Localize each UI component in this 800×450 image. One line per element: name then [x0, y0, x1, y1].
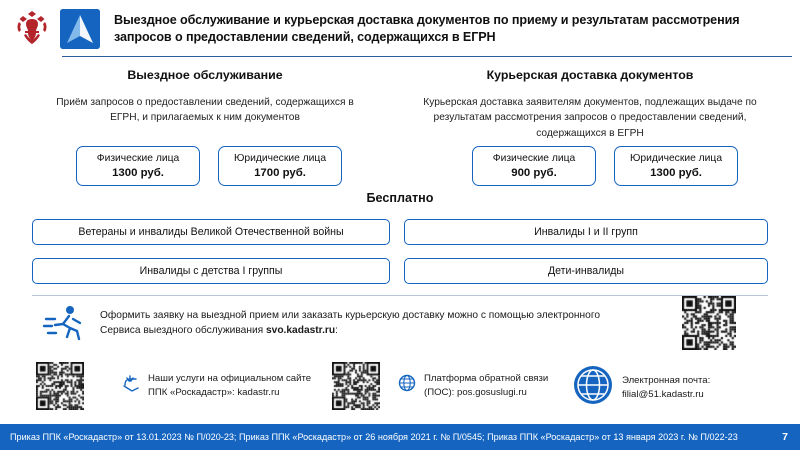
contact-line1: Электронная почта:	[622, 374, 711, 386]
service-link: svo.kadastr.ru	[266, 325, 336, 337]
price-label: Физические лица	[96, 153, 180, 164]
column-description-onsite: Приём запросов о предоставлении сведений, содержащихся в ЕГРН, и прилагаемых к ним документов	[56, 97, 354, 124]
column-heading-onsite: Выездное обслуживание	[127, 68, 283, 82]
column-description-courier: Курьерская доставка заявителям документов, подлежащих выдаче по результатам рассмотрения запросов о предоставлении сведений, содержащихся в ЕГРН	[423, 97, 757, 139]
benefit-box-childhood-disability: Инвалиды с детства I группы	[32, 258, 390, 284]
contact-text-pos	[424, 372, 548, 400]
price-label: Физические лица	[492, 153, 576, 164]
contact-text-kadastr	[148, 372, 311, 400]
contact-line1: Платформа обратной связи	[424, 373, 549, 384]
roskadastr-logo-icon	[60, 9, 100, 49]
benefit-box-veterans: Ветераны и инвалиды Великой Отечественной войны	[32, 219, 390, 245]
benefit-box-disabled-groups: Инвалиды I и II групп	[404, 219, 768, 245]
service-note	[100, 308, 660, 339]
running-person-icon	[42, 303, 90, 345]
contact-line1: Наши услуги на официальном сайте	[148, 373, 312, 384]
price-box-courier-legal	[614, 146, 738, 186]
header	[0, 0, 800, 58]
contact-line2: ППК «Роскадастр»: kadastr.ru	[148, 386, 280, 398]
page-title: Выездное обслуживание и курьерская доставка документов по приему и результатам рассмотрения запросов о предоставлении сведений, содержащихся в ЕГРН	[114, 13, 740, 44]
service-note-line2-suffix: :	[335, 325, 338, 337]
qr-code-kadastr	[36, 362, 84, 410]
qr-code-pos	[332, 362, 380, 410]
header-divider	[62, 56, 792, 57]
contact-row-pos	[398, 372, 548, 400]
free-label: Бесплатно	[366, 191, 434, 205]
russia-coat-of-arms-icon	[10, 7, 54, 51]
price-label: Юридические лица	[233, 153, 327, 164]
globe-large-icon	[572, 364, 614, 411]
section-divider	[32, 295, 768, 296]
hand-service-icon	[122, 373, 140, 398]
price-value: 1300 руб.	[650, 167, 702, 180]
contact-row-kadastr	[122, 372, 311, 400]
contact-line2: (ПОС): pos.gosuslugi.ru	[424, 386, 527, 398]
contact-row-email	[572, 364, 710, 411]
benefit-box-disabled-children: Дети-инвалиды	[404, 258, 768, 284]
globe-icon	[398, 374, 416, 397]
price-label: Юридические лица	[629, 153, 723, 164]
qr-code-svo	[682, 296, 736, 350]
price-value: 1700 руб.	[254, 167, 306, 180]
price-box-onsite-legal	[218, 146, 342, 186]
contact-line2: filial@51.kadastr.ru	[622, 388, 704, 400]
price-box-onsite-individuals	[76, 146, 200, 186]
footer-text: Приказ ППК «Роскадастр» от 13.01.2023 № П/020-23; Приказ ППК «Роскадастр» от 26 ноября 2021 г. № П/0545; Приказ ППК «Роскадастр» от 13 января 2023 г. № П/022-23	[10, 432, 738, 442]
price-value: 1300 руб.	[112, 167, 164, 180]
page-number: 7	[782, 431, 788, 443]
service-note-line2-prefix: Сервиса выездного обслуживания	[100, 325, 266, 337]
service-note-line1: Оформить заявку на выездной прием или заказать курьерскую доставку можно с помощью электронного	[100, 310, 600, 321]
contact-text-email	[622, 374, 710, 402]
column-heading-courier: Курьерская доставка документов	[486, 68, 694, 82]
footer	[0, 424, 800, 450]
price-value: 900 руб.	[511, 167, 557, 180]
price-box-courier-individuals	[472, 146, 596, 186]
